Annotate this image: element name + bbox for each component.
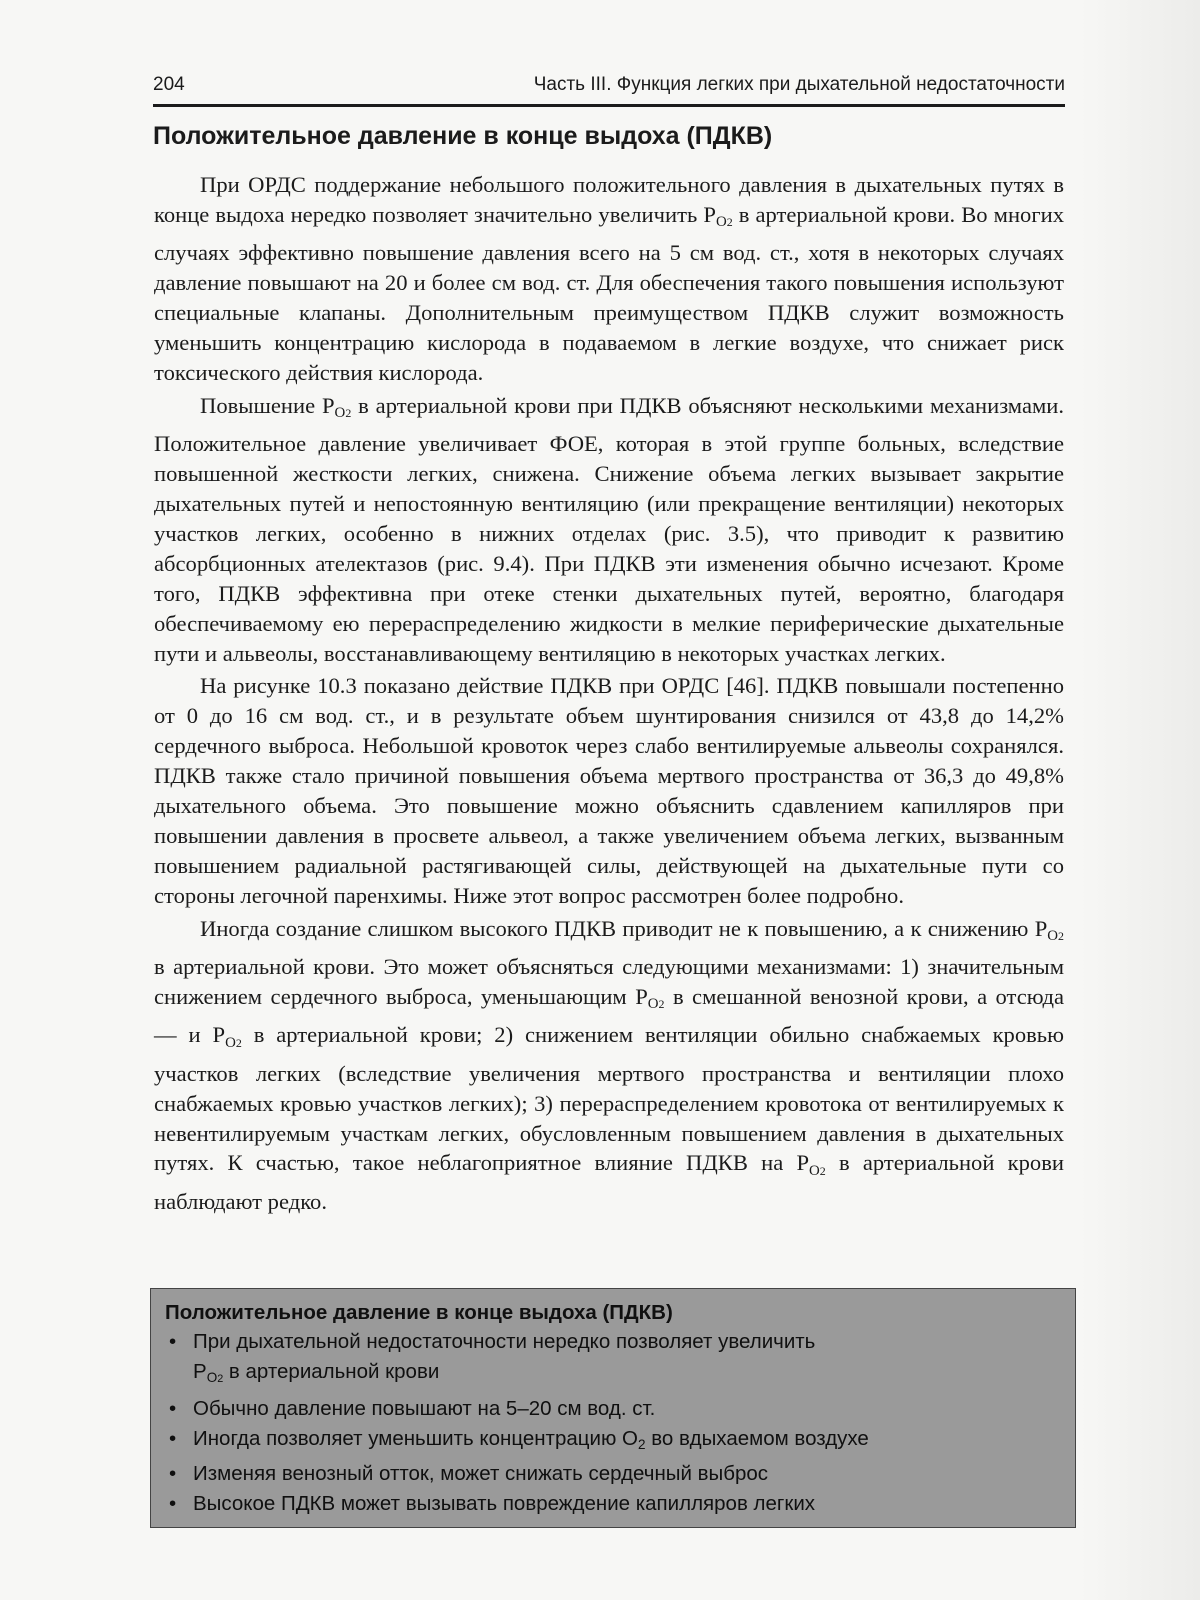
- summary-box: [150, 1288, 1076, 1528]
- bullet-icon: •: [169, 1491, 177, 1515]
- paragraph-4: [154, 914, 1064, 1217]
- po2-symbol: $P_{O2}$: [193, 1359, 224, 1385]
- list-item: • Изменяя венозный отток, может снижать сердечный выброс: [165, 1459, 1061, 1489]
- list-item: • Высокое ПДКВ может вызывать повреждение капилляров легких: [165, 1489, 1061, 1519]
- page-edge-shadow: [1080, 0, 1200, 1600]
- po2-symbol: $P_{O2}$: [796, 1150, 826, 1179]
- paragraph-1: [154, 170, 1064, 388]
- text-run: в смешанной венозной крови, а отсюда — и: [154, 983, 1064, 1048]
- bullet-icon: •: [169, 1462, 177, 1486]
- text-run: в артериальной крови; 2) снижением вентиляции обильно снабжаемых кровью участков легких (вследствие увеличения мертвого пространства и вентиляции плохо снабжаемых кровью участков легких); 3) перераспределением кровотока от вентилируемых к невентилируемым участкам легких, обусловленным повышением давления в дыхательных путях. К счастью, такое неблагоприятное влияние ПДКВ на: [154, 1022, 1064, 1176]
- bullet-icon: •: [169, 1426, 177, 1450]
- list-item: • При дыхательной недостаточности нередко позволяет увеличить $P_{O2}$ в артериальной крови: [165, 1327, 1061, 1394]
- page-number: 204: [153, 74, 185, 95]
- bullet-icon: •: [169, 1330, 177, 1353]
- text-run: в артериальной крови при ПДКВ объясняют несколькими механизмами. Положительное давление увеличивает ФОЕ, которая в этой группе больных, вследствие повышенной жесткости легких, снижена. Снижение объема легких вызывает закрытие дыхательных путей и непостоянную вентиляцию (или прекращение вентиляции) некоторых участков легких, особенно в нижних отделах (рис. 3.5), что приводит к развитию абсорбционных ателектазов (рис. 9.4). При ПДКВ эти изменения обычно исчезают. Кроме того, ПДКВ эффективна при отеке стенки дыхательных путей, вероятно, благодаря обеспечиваемому ею перераспределению жидкости в мелкие периферические дыхательные пути и альвеолы, восстанавливающему вентиляцию в некоторых участках легких.: [154, 392, 1065, 666]
- running-title: Часть III. Функция легких при дыхательной недостаточности: [533, 74, 1065, 95]
- bullet-icon: •: [169, 1397, 177, 1421]
- paragraph-3: На рисунке 10.3 показано действие ПДКВ при ОРДС [46]. ПДКВ повышали постепенно от 0 до 16 см вод. ст., и в результате объем шунтирования снизился от 43,8 до 14,2% сердечного выброса. Небольшой кровоток через слабо вентилируемые альвеолы сохранялся. ПДКВ также стало причиной повышения объема мертвого пространства от 36,3 до 49,8% дыхательного объема. Это повышение можно объяснить сдавлением капилляров при повышении давления в просвете альвеол, а также увеличением объема легких, вызванным повышением радиальной растягивающей силы, действующей на дыхательные пути со стороны легочной паренхимы. Ниже этот вопрос рассмотрен более подробно.: [154, 673, 1064, 908]
- section-title: Положительное давление в конце выдоха (ПДКВ): [153, 122, 773, 150]
- list-item: • Обычно давление повышают на 5–20 см вод. ст.: [165, 1394, 1061, 1424]
- page-header: [153, 70, 1065, 107]
- text-run: Иногда создание слишком высокого ПДКВ приводит не к повышению, а к снижению: [200, 915, 1035, 941]
- po2-symbol: $P_{O2}$: [212, 1022, 242, 1051]
- text-run: Повышение: [200, 392, 322, 418]
- list-item: • Иногда позволяет уменьшить концентрацию $O_2$ во вдыхаемом воздухе: [165, 1424, 1061, 1460]
- po2-symbol: $P_{O2}$: [321, 392, 352, 422]
- text-run: в артериальной крови. Во многих случаях эффективно повышение давления всего на 5 см вод. ст., хотя в некоторых случаях давление повышают на 20 и более см вод. ст. Для обеспечения такого повышения используют специальные клапаны. Дополнительным преимуществом ПДКВ служит возможность уменьшить концентрацию кислорода в подаваемом в легкие воздухе, что снижает риск токсического действия кислорода.: [154, 201, 1064, 385]
- summary-title: Положительное давление в конце выдоха (ПДКВ): [165, 1301, 673, 1324]
- po2-symbol: $P_{O2}$: [703, 201, 733, 231]
- paragraph-2: [154, 391, 1064, 669]
- text-run: в артериальной крови наблюдают редко.: [154, 1150, 1064, 1214]
- po2-symbol: $P_{O2}$: [635, 983, 665, 1013]
- po2-symbol: $P_{O2}$: [1034, 915, 1064, 945]
- text-run: в артериальной крови. Это может объясняться следующими механизмами: 1) значительным снижением сердечного выброса, уменьшающим: [154, 954, 1064, 1009]
- summary-list: [165, 1327, 1061, 1518]
- text-run: При ОРДС поддержание небольшого положительного давления в дыхательных путях в конце выдоха нередко позволяет значительно увеличить: [154, 172, 1064, 227]
- body-text: [154, 170, 1064, 1220]
